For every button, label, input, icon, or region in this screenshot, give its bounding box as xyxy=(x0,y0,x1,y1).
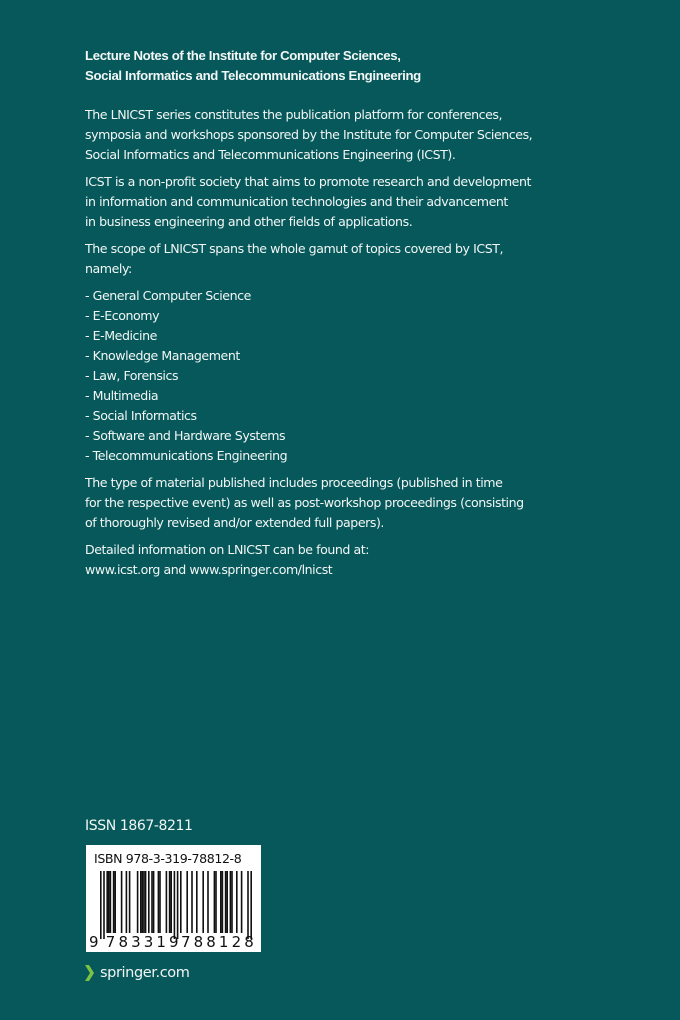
text-line: for the respective event) as well as post-workshop proceedings (consisting xyxy=(85,495,524,510)
topic-item: - Software and Hardware Systems xyxy=(85,428,286,443)
topic-item: - Social Informatics xyxy=(85,408,197,423)
topic-item: - E-Medicine xyxy=(85,328,157,343)
text-line: ICST is a non-profit society that aims to promote research and development xyxy=(85,174,531,189)
text-line: The type of material published includes proceedings (published in time xyxy=(85,475,503,490)
series-title-line-2: Social Informatics and Telecommunications Engineering xyxy=(85,68,421,83)
paragraph-scope xyxy=(85,239,645,279)
chevron-right-icon xyxy=(84,965,94,981)
barcode-right-digits: 788128 xyxy=(181,933,257,951)
topic-item: - E-Economy xyxy=(85,308,160,323)
isbn-label: ISBN 978-3-319-78812-8 xyxy=(94,851,242,866)
info-links: www.icst.org and www.springer.com/lnicst xyxy=(85,562,333,577)
isbn-barcode xyxy=(86,845,261,952)
text-line: Detailed information on LNICST can be found at: xyxy=(85,542,370,557)
text-line: symposia and workshops sponsored by the Institute for Computer Sciences, xyxy=(85,127,533,142)
text-line: The scope of LNICST spans the whole gamut of topics covered by ICST, xyxy=(85,241,504,256)
barcode-left-digits: 783319 xyxy=(105,933,182,951)
topic-item: - Telecommunications Engineering xyxy=(85,448,288,463)
issn-number: ISSN 1867-8211 xyxy=(85,818,193,834)
topic-item: - Law, Forensics xyxy=(85,368,179,383)
text-line: in business engineering and other fields of applications. xyxy=(85,214,413,229)
series-description xyxy=(85,105,645,587)
topic-item: - Multimedia xyxy=(85,388,159,403)
text-line: namely: xyxy=(85,261,132,276)
springer-website-link[interactable] xyxy=(84,963,189,983)
text-line: of thoroughly revised and/or extended full papers). xyxy=(85,515,384,530)
barcode-leading-digit: 9 xyxy=(89,933,99,951)
paragraph-info xyxy=(85,540,645,580)
text-line: The LNICST series constitutes the publication platform for conferences, xyxy=(85,107,503,122)
topics-list xyxy=(85,286,645,466)
paragraph-material xyxy=(85,473,645,533)
series-title xyxy=(85,46,421,86)
barcode-digits xyxy=(86,845,261,952)
series-title-line-1: Lecture Notes of the Institute for Computer Sciences, xyxy=(85,48,401,63)
springer-link-text[interactable]: springer.com xyxy=(100,965,190,981)
topic-item: - General Computer Science xyxy=(85,288,251,303)
text-line: Social Informatics and Telecommunications Engineering (ICST). xyxy=(85,147,456,162)
text-line: in information and communication technologies and their advancement xyxy=(85,194,508,209)
paragraph-icst xyxy=(85,172,645,232)
paragraph-platform xyxy=(85,105,645,165)
topic-item: - Knowledge Management xyxy=(85,348,240,363)
